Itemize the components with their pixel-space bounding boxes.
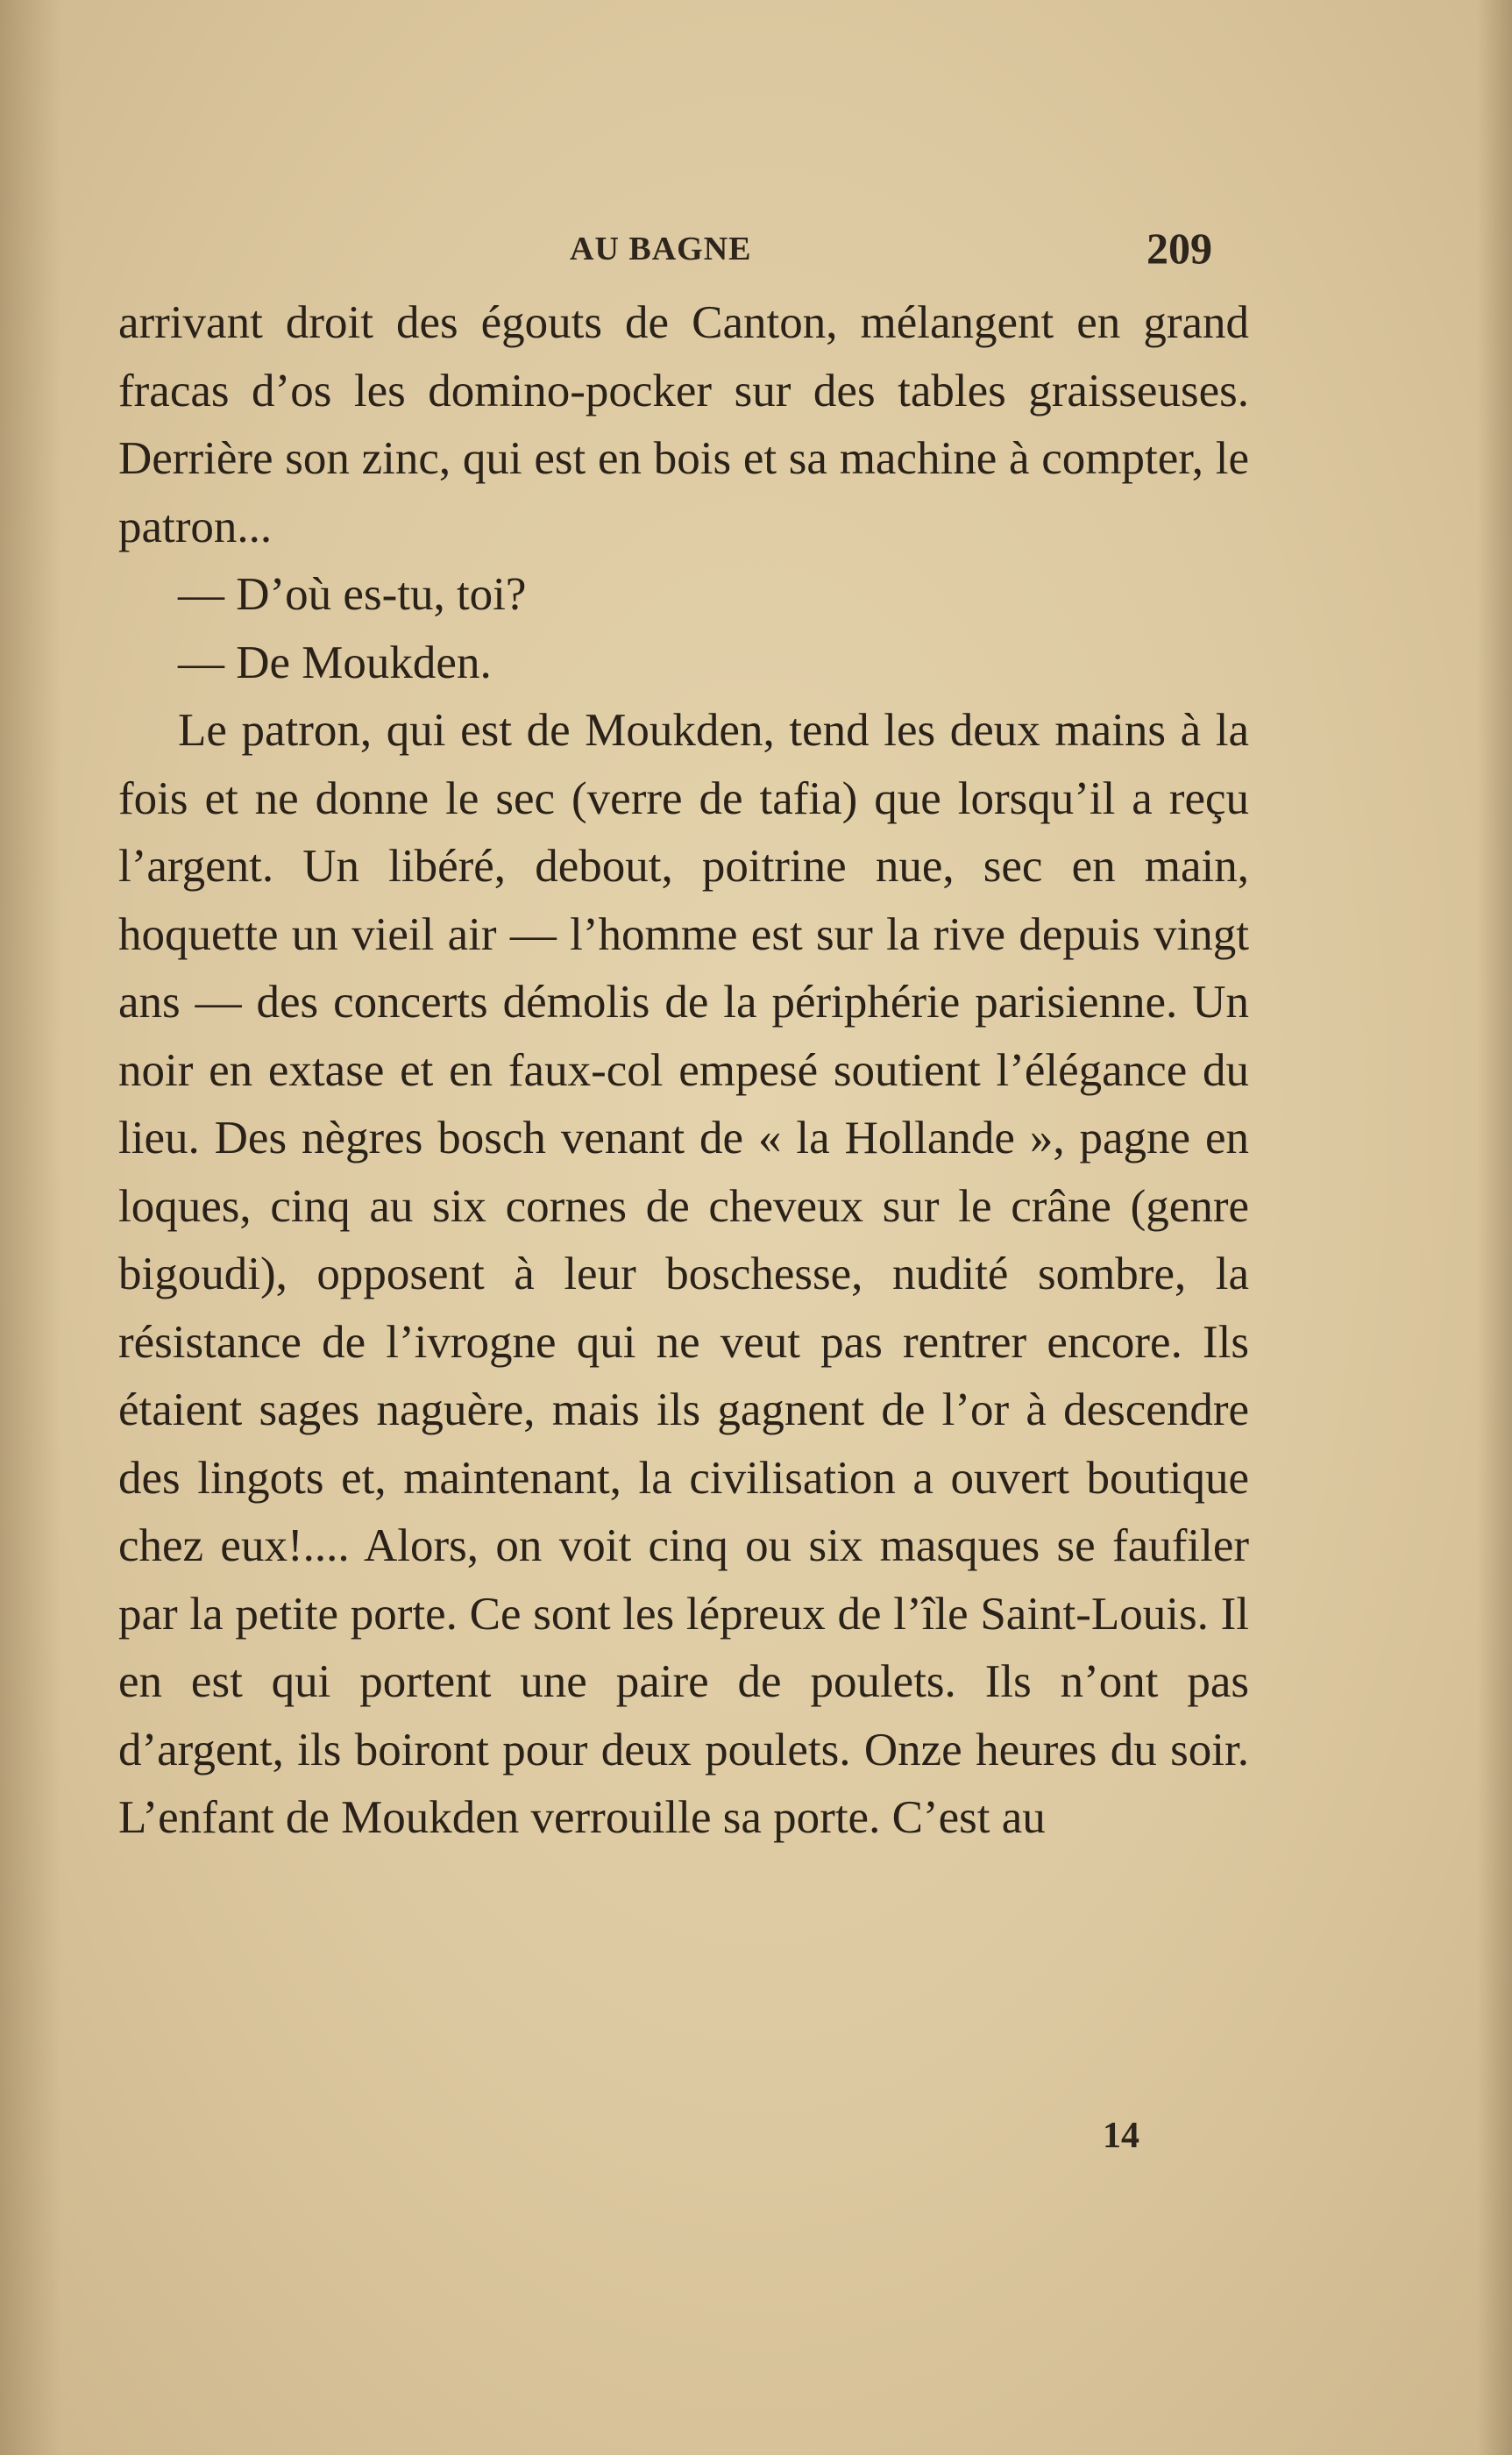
running-title: AU BAGNE <box>570 231 752 267</box>
paragraph: Le patron, qui est de Moukden, tend les deux mains à la fois et ne donne le sec (verre de tafia) que lorsqu’il a reçu l’argent. Un libéré, debout, poitrine nue, sec en main, hoquette un vieil air — l’homme est sur la rive depuis vingt ans — des concerts démolis de la périphérie parisienne. Un noir en extase et en faux-col empesé soutient l’élégance du lieu. Des nègres bosch venant de « la Hollande », pagne en loques, cinq au six cornes de cheveux sur le crâne (genre bigoudi), opposent à leur boschesse, nudité sombre, la résistance de l’ivrogne qui ne veut pas rentrer encore. Ils étaient sages naguère, mais ils gagnent de l’or à descendre des lingots et, maintenant, la civilisation a ouvert boutique chez eux!.... Alors, on voit cinq ou six masques se faufiler par la petite porte. Ce sont les lépreux de l’île Saint-Louis. Il en est qui portent une paire de poulets. Ils n’ont pas d’argent, ils boiront pour deux poulets. Onze heures du soir. L’enfant de Moukden verrouille sa porte. C’est au <box>118 705 1249 1843</box>
spine-shadow <box>0 0 61 2455</box>
page-number: 209 <box>1146 224 1212 273</box>
signature-mark: 14 <box>1103 2116 1139 2156</box>
body-text <box>118 289 1249 1853</box>
dialogue-line: — De Moukden. <box>178 637 492 688</box>
running-head <box>0 224 1512 282</box>
dialogue-line: — D’où es-tu, toi? <box>178 569 527 620</box>
page-edge-shadow <box>1477 0 1512 2455</box>
paragraph-continuation: arrivant droit des égouts de Canton, mélangent en grand fracas d’os les domino-pocker sur des tables graisseuses. Derrière son zinc, qui est en bois et sa machine à compter, le patron... <box>118 297 1249 552</box>
